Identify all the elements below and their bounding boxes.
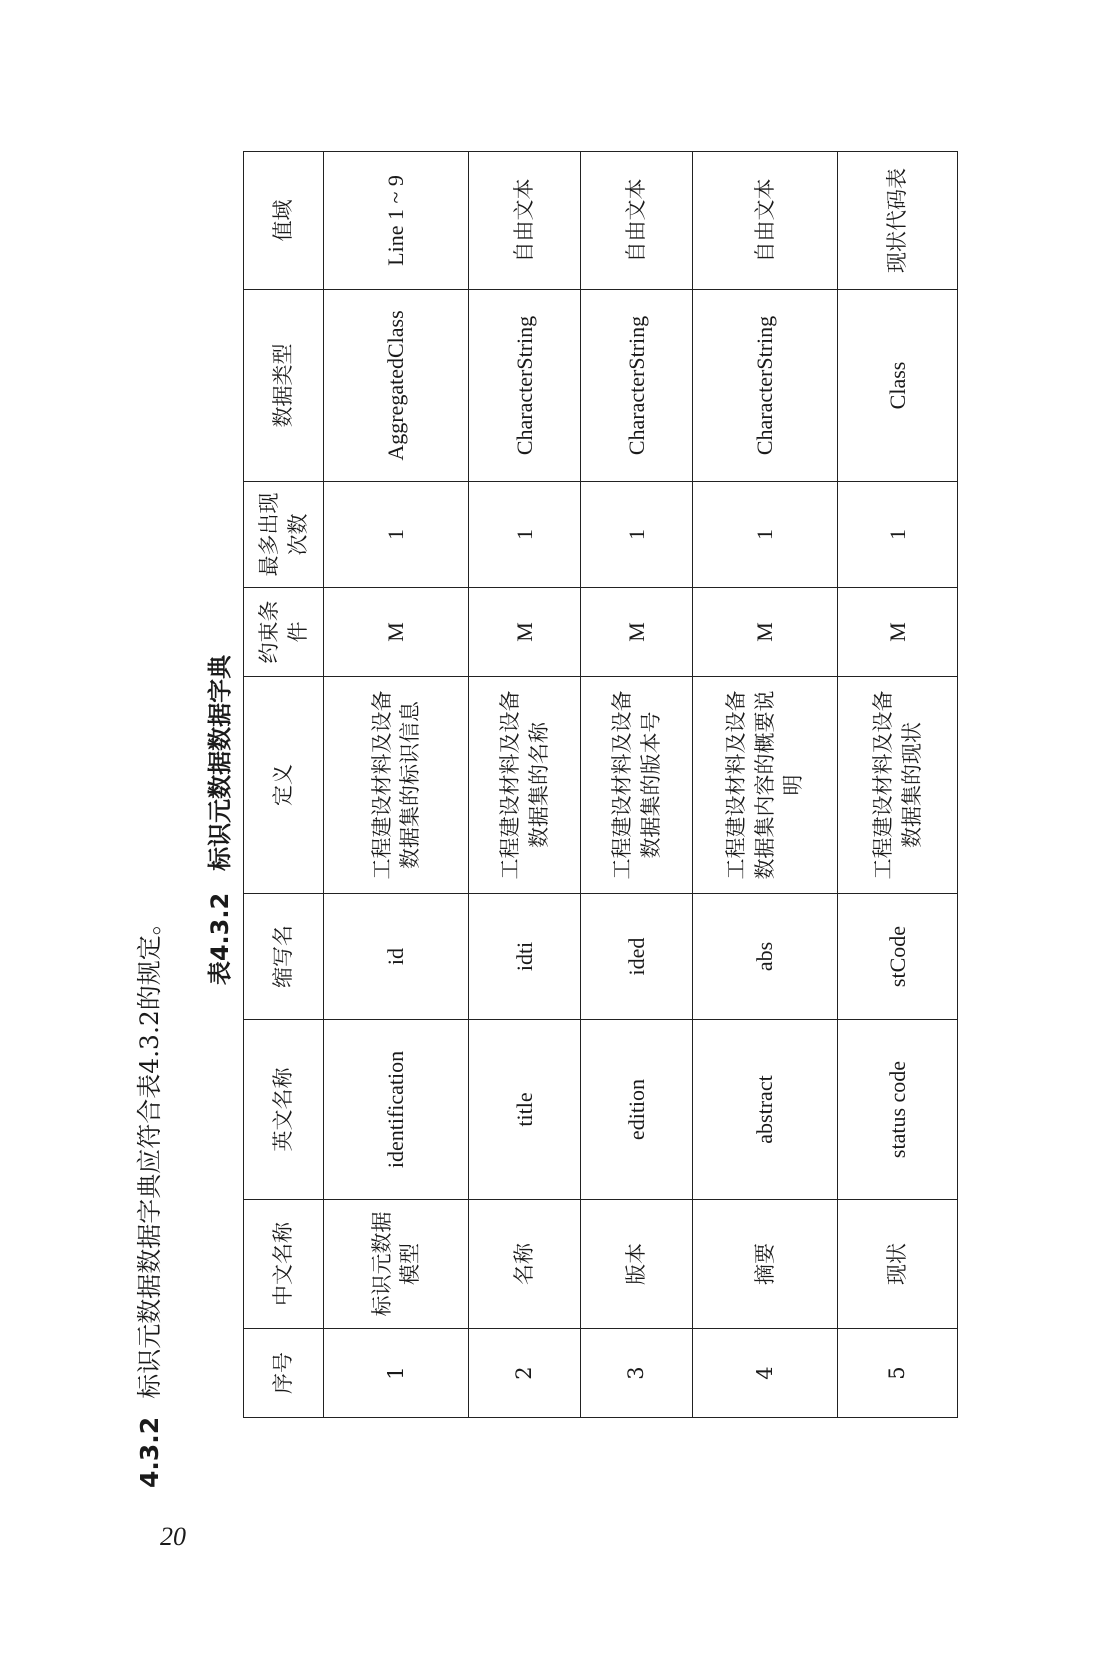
header-cn-name: 中文名称: [244, 1200, 324, 1329]
cell-data-type: CharacterString: [693, 290, 838, 482]
clause-paragraph: [130, 910, 170, 1488]
cell-max-occurrence: 1: [469, 482, 581, 588]
cell-domain: Line 1 ~ 9: [324, 152, 469, 290]
cell-cn-name: 名称: [469, 1200, 581, 1329]
cell-cn-name: 版本: [581, 1200, 693, 1329]
cell-max-occurrence: 1: [693, 482, 838, 588]
cell-max-occurrence: 1: [324, 482, 469, 588]
cell-abbr: idti: [469, 894, 581, 1020]
clause-number: 4.3.2: [135, 1416, 164, 1488]
cell-max-occurrence: 1: [838, 482, 958, 588]
table-row: [693, 152, 838, 1418]
cell-constraint: M: [324, 588, 469, 677]
header-max-occurrence: 最多出现次数: [244, 482, 324, 588]
cell-constraint: M: [838, 588, 958, 677]
cell-domain: 自由文本: [581, 152, 693, 290]
cell-constraint: M: [581, 588, 693, 677]
table-row: [469, 152, 581, 1418]
cell-cn-name: 摘要: [693, 1200, 838, 1329]
clause-text: 标识元数据数据字典应符合表4.3.2的规定。: [135, 910, 164, 1399]
table-caption-title: 标识元数据数据字典: [206, 654, 234, 871]
table-row: [324, 152, 469, 1418]
header-seq: 序号: [244, 1329, 324, 1418]
cell-definition: 工程建设材料及设备数据集的名称: [469, 677, 581, 894]
cell-seq: 4: [693, 1329, 838, 1418]
cell-seq: 2: [469, 1329, 581, 1418]
table-header-row: [244, 152, 324, 1418]
cell-en-name: title: [469, 1020, 581, 1200]
cell-definition: 工程建设材料及设备数据集的现状: [838, 677, 958, 894]
cell-data-type: AggregatedClass: [324, 290, 469, 482]
cell-data-type: Class: [838, 290, 958, 482]
table-caption: [200, 130, 240, 1510]
cell-definition: 工程建设材料及设备数据集的标识信息: [324, 677, 469, 894]
cell-en-name: status code: [838, 1020, 958, 1200]
cell-en-name: abstract: [693, 1020, 838, 1200]
metadata-dictionary-table: [243, 151, 958, 1418]
header-domain: 值域: [244, 152, 324, 290]
header-data-type: 数据类型: [244, 290, 324, 482]
cell-seq: 1: [324, 1329, 469, 1418]
page-number: 20: [160, 1522, 186, 1551]
cell-max-occurrence: 1: [581, 482, 693, 588]
cell-domain: 现状代码表: [838, 152, 958, 290]
cell-constraint: M: [693, 588, 838, 677]
cell-domain: 自由文本: [469, 152, 581, 290]
table-row: [838, 152, 958, 1418]
cell-constraint: M: [469, 588, 581, 677]
cell-en-name: edition: [581, 1020, 693, 1200]
cell-domain: 自由文本: [693, 152, 838, 290]
cell-abbr: ided: [581, 894, 693, 1020]
cell-data-type: CharacterString: [469, 290, 581, 482]
cell-abbr: id: [324, 894, 469, 1020]
cell-cn-name: 标识元数据模型: [324, 1200, 469, 1329]
table-caption-number: 表4.3.2: [206, 892, 234, 986]
cell-abbr: abs: [693, 894, 838, 1020]
cell-abbr: stCode: [838, 894, 958, 1020]
cell-data-type: CharacterString: [581, 290, 693, 482]
header-en-name: 英文名称: [244, 1020, 324, 1200]
cell-en-name: identification: [324, 1020, 469, 1200]
rotated-page-content: [130, 130, 1030, 1510]
cell-definition: 工程建设材料及设备数据集的版本号: [581, 677, 693, 894]
header-definition: 定义: [244, 677, 324, 894]
cell-seq: 5: [838, 1329, 958, 1418]
table-row: [581, 152, 693, 1418]
header-constraint: 约束条件: [244, 588, 324, 677]
header-abbr: 缩写名: [244, 894, 324, 1020]
cell-cn-name: 现状: [838, 1200, 958, 1329]
cell-definition: 工程建设材料及设备数据集内容的概要说明: [693, 677, 838, 894]
cell-seq: 3: [581, 1329, 693, 1418]
